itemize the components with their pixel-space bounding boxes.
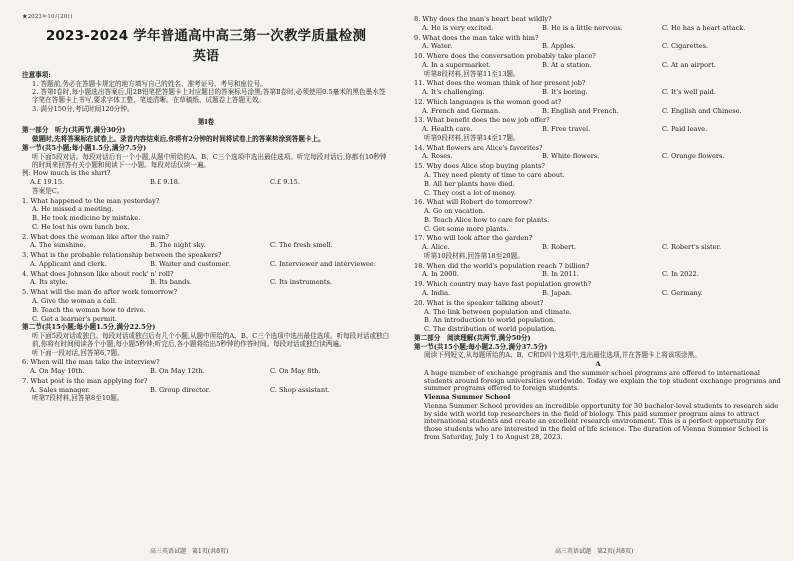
question-text: 20. What is the speaker talking about? bbox=[414, 298, 544, 307]
question-text: 19. Which country may have fast population growth? bbox=[414, 280, 592, 289]
option-b: B. All her plants have died. bbox=[424, 179, 515, 188]
option-a: A. The link between population and climate. bbox=[424, 307, 572, 316]
question-item bbox=[22, 289, 390, 323]
exam-date: ★2023年10月20日 bbox=[22, 14, 73, 20]
option-a: A. In 2000. bbox=[422, 270, 459, 279]
question-text: 9. What does the man take with him? bbox=[414, 33, 539, 42]
question-item bbox=[414, 235, 782, 260]
option-c: C. At an airport. bbox=[662, 60, 716, 69]
passage-instruction: 听第8段材料,回答第11至13题。 bbox=[424, 69, 520, 78]
option-c: C. Robert's sister. bbox=[662, 243, 722, 252]
option-b: B. He is a little nervous. bbox=[542, 23, 623, 32]
option-a: A. In a supermarket. bbox=[422, 60, 491, 69]
question-text: 6. When will the man take the interview? bbox=[22, 358, 160, 367]
question-item bbox=[414, 117, 782, 142]
question-item bbox=[414, 99, 782, 116]
option-c: C. Get some more plants. bbox=[424, 224, 509, 233]
question-item bbox=[22, 234, 390, 251]
option-a: A. Water. bbox=[422, 42, 453, 51]
option-b: B. Its bands. bbox=[150, 278, 192, 287]
option-c: C. The distribution of world population. bbox=[424, 325, 557, 334]
section1-intro: 听下面5段对话。每段对话后有一个小题,从题中所给的A、B、C三个选项中选出最佳选项。听完每段对话后,你都有10秒钟的时间来回答有关小题和阅读下一小题。每段对话仅读一遍。 bbox=[32, 152, 387, 169]
section1-heading: 第一节(共5小题;每小题1.5分,满分7.5分) bbox=[22, 143, 147, 152]
question-item bbox=[414, 53, 782, 78]
option-c: C. He has a heart attack. bbox=[662, 23, 746, 32]
option-c: C. Paid leave. bbox=[662, 125, 708, 134]
option-b: B. He took medicine by mistake. bbox=[32, 214, 141, 223]
option-row bbox=[414, 25, 782, 33]
option-b: B. An introduction to world population. bbox=[424, 316, 556, 325]
option-row bbox=[414, 244, 782, 252]
option-a: A. Applicant and clerk. bbox=[30, 259, 107, 268]
option-b: B. Teach Alice how to care for plants. bbox=[424, 215, 550, 224]
school-name: Vienna Summer School bbox=[424, 393, 511, 402]
example-option-a: A.£ 19.15. bbox=[30, 178, 65, 187]
option-c: C. Its instruments. bbox=[270, 278, 333, 287]
question-item bbox=[22, 378, 390, 395]
reading-section-intro: 阅读下列短文,从每题所给的A、B、C和D四个选项中,选出最佳选项,并在答题卡上将该项涂黑。 bbox=[424, 351, 701, 360]
option-row bbox=[414, 290, 782, 298]
passage8-instruction: 听第7段材料,回答第8至10题。 bbox=[32, 394, 124, 403]
option-a: A. On May 10th. bbox=[30, 367, 85, 376]
example-option-c: C.£ 9.15. bbox=[270, 178, 300, 187]
passage-label: A bbox=[595, 360, 601, 369]
option-b: B. Japan. bbox=[542, 288, 573, 297]
option-c: C. Shop assistant. bbox=[270, 385, 330, 394]
question-text: 4. What does Johnson like about rock' n' roll? bbox=[22, 269, 174, 278]
option-row bbox=[414, 89, 782, 97]
option-row bbox=[22, 242, 390, 250]
option-c: C. Get a learner's permit. bbox=[32, 314, 118, 323]
note-item: 1. 答题前,务必在答题卡规定的地方填写自己的姓名、准考证号、考号和座位号。 bbox=[32, 79, 267, 88]
option-b: B. Apples. bbox=[542, 42, 576, 51]
question-item bbox=[414, 80, 782, 97]
part2-heading: 第二部分 阅读理解(共两节,满分50分) bbox=[414, 333, 531, 342]
option-a: A. French and German. bbox=[422, 106, 501, 115]
question-item bbox=[22, 252, 390, 269]
question-text: 10. Where does the conversation probably take place? bbox=[414, 52, 596, 61]
section2-intro: 听下面5段对话或独白。每段对话或独白后有几个小题,从题中所给的A、B、C三个选项中选出最佳选项。听每段对话或独白前,你将有时间阅读各个小题,每小题5秒钟;听完后,各小题将给出5秒钟的作答时间。每段对话或独白读两遍。 bbox=[32, 332, 390, 348]
question-item bbox=[22, 359, 390, 376]
question-item bbox=[22, 198, 390, 232]
option-c: C. Germany. bbox=[662, 288, 703, 297]
part-label: 第Ⅰ卷 bbox=[197, 117, 215, 126]
option-row bbox=[22, 368, 390, 376]
question-text: 2. What does the woman like after the rain? bbox=[22, 232, 169, 241]
option-a: A. Sales manager. bbox=[30, 385, 90, 394]
question-text: 13. What benefit does the new job offer? bbox=[414, 116, 550, 125]
question-text: 17. Who will look after the garden? bbox=[414, 234, 533, 243]
footer-right: 高三英语试题 第2页(共8页) bbox=[555, 547, 634, 555]
option-a: A. Go on vacation. bbox=[424, 207, 485, 216]
option-a: A. Give the woman a call. bbox=[32, 296, 118, 305]
question-item bbox=[414, 16, 782, 33]
example-question: 例: How much is the shirt? bbox=[22, 169, 111, 178]
option-b: B. Teach the woman how to drive. bbox=[32, 305, 146, 314]
section2-heading: 第二节(共15小题;每小题1.5分,满分22.5分) bbox=[22, 323, 156, 332]
option-row bbox=[414, 271, 782, 279]
example-option-b: B.£ 9.18. bbox=[150, 178, 181, 187]
option-c: C. The fresh smell. bbox=[270, 241, 333, 250]
passage6-instruction: 听下面一段对话,回答第6,7题。 bbox=[32, 348, 124, 357]
question-item bbox=[22, 271, 390, 288]
option-b: B. Waiter and customer. bbox=[150, 259, 231, 268]
option-b: B. The night sky. bbox=[150, 241, 206, 250]
option-row bbox=[414, 153, 782, 161]
option-row bbox=[22, 279, 390, 287]
option-c: C. In 2022. bbox=[662, 270, 699, 279]
example-answer: 答案是C。 bbox=[32, 186, 64, 195]
left-column bbox=[22, 14, 390, 544]
note-item: 3. 满分150分,考试时间120分钟。 bbox=[32, 104, 134, 113]
option-c: C. He lost his own lunch box. bbox=[32, 222, 130, 231]
option-a: A. India. bbox=[422, 288, 451, 297]
option-a: A. Its style. bbox=[30, 278, 68, 287]
question-text: 12. Which languages is the woman good at? bbox=[414, 97, 562, 106]
option-a: A. Roses. bbox=[422, 152, 453, 161]
passage-instruction: 听第10段材料,回答第18至20题。 bbox=[424, 251, 524, 260]
question-text: 5. What will the man do after work tomorrow? bbox=[22, 288, 178, 297]
option-c: C. Interviewer and interviewee. bbox=[270, 259, 376, 268]
option-row bbox=[22, 261, 390, 269]
option-row bbox=[414, 126, 782, 134]
option-c: C. They cost a lot of money. bbox=[424, 188, 516, 197]
example-options bbox=[22, 179, 390, 187]
question-item bbox=[414, 35, 782, 52]
question-list-2 bbox=[22, 359, 390, 394]
notes-list bbox=[22, 81, 390, 114]
subject-title: 英语 bbox=[192, 48, 219, 64]
question-item bbox=[414, 145, 782, 162]
question-list-right bbox=[414, 16, 782, 334]
option-a: A. He missed a meeting. bbox=[32, 205, 114, 214]
question-item bbox=[414, 199, 782, 233]
passage-instruction: 听第9段材料,回答第14至17题。 bbox=[424, 133, 520, 142]
option-a: A. They need plenty of time to care about. bbox=[424, 171, 565, 180]
option-b: B. On May 12th. bbox=[150, 367, 205, 376]
option-c: C. English and Chinese. bbox=[662, 106, 742, 115]
option-a: A. Alice. bbox=[422, 243, 450, 252]
option-c: C. On May 8th. bbox=[270, 367, 321, 376]
option-b: B. It's boring. bbox=[542, 88, 588, 97]
part1-heading: 第一部分 听力(共两节,满分30分) bbox=[22, 126, 126, 135]
option-row bbox=[414, 108, 782, 116]
question-list-1 bbox=[22, 198, 390, 324]
exam-title: 2023-2024 学年普通高中高三第一次教学质量检测 bbox=[45, 27, 367, 44]
option-row bbox=[414, 43, 782, 51]
right-column bbox=[414, 14, 782, 544]
option-b: B. English and French. bbox=[542, 106, 619, 115]
option-b: B. Group director. bbox=[150, 385, 211, 394]
passage-paragraph-1: A huge number of exchange programs and the summer school programs are offered to international students around foreign universities worldwide. Today we explain the top student exchange programs and summer programs offered to foreign students. bbox=[424, 368, 781, 393]
option-b: B. White flowers. bbox=[542, 152, 600, 161]
option-c: C. Orange flowers. bbox=[662, 152, 725, 161]
footer-left: 高三英语试题 第1页(共8页) bbox=[150, 547, 229, 555]
option-a: A. It's challenging. bbox=[422, 88, 485, 97]
option-a: A. The sunshine. bbox=[30, 241, 86, 250]
question-text: 18. When did the world's population reach 7 billion? bbox=[414, 261, 590, 270]
question-text: 8. Why does the man's heart beat wildly? bbox=[414, 15, 552, 23]
question-text: 16. What will Robert do tomorrow? bbox=[414, 198, 532, 207]
question-item bbox=[414, 300, 782, 334]
question-text: 14. What flowers are Alice's favorites? bbox=[414, 143, 543, 152]
question-text: 15. Why does Alice stop buying plants? bbox=[414, 162, 545, 171]
option-a: A. Health care. bbox=[422, 125, 473, 134]
question-text: 1. What happened to the man yesterday? bbox=[22, 196, 160, 205]
option-b: B. Free travel. bbox=[542, 125, 591, 134]
part1-intro: 做题时,先将答案标在试卷上。录音内容结束后,你将有2分钟的时间将试卷上的答案转涂到答题卡上。 bbox=[32, 135, 325, 144]
option-a: A. He is very excited. bbox=[422, 23, 494, 32]
notes-heading: 注意事项: bbox=[22, 70, 51, 79]
option-b: B. Robert. bbox=[542, 243, 576, 252]
note-item: 2. 答第Ⅰ卷时,每小题选出答案后,用2B铅笔把答题卡上对应题目的答案标号涂黑;答第Ⅱ卷时,必须使用0.5毫米的黑色墨水签字笔在答题卡上书写,要求字体工整、笔迹清晰。在草稿纸、试题卷上答题无效。 bbox=[32, 88, 386, 105]
question-text: 11. What does the woman think of her present job? bbox=[414, 79, 586, 88]
option-b: B. In 2011. bbox=[542, 270, 579, 279]
option-c: C. It's well paid. bbox=[662, 88, 716, 97]
option-row bbox=[414, 62, 782, 70]
question-text: 3. What is the probable relationship between the speakers? bbox=[22, 251, 222, 260]
reading-section-heading: 第一节(共15小题;每小题2.5分,满分37.5分) bbox=[414, 342, 548, 351]
option-c: C. Cigarettes. bbox=[662, 42, 709, 51]
question-item bbox=[414, 281, 782, 298]
question-item bbox=[414, 263, 782, 280]
option-b: B. At a station. bbox=[542, 60, 592, 69]
passage-paragraph-2: Vienna Summer School provides an incredible opportunity for 30 bachelor-level students to research side by side with world top researchers in the field of biology. This paid summer program aims to attract international students and create an excellent research environment. This is a perfect opportunity for those students who are interested in the field of life science. The duration of Vienna Summer School is from Saturday, July 1 to August 28, 2023. bbox=[424, 401, 779, 441]
question-item bbox=[414, 163, 782, 197]
question-text: 7. What post is the man applying for? bbox=[22, 376, 148, 385]
